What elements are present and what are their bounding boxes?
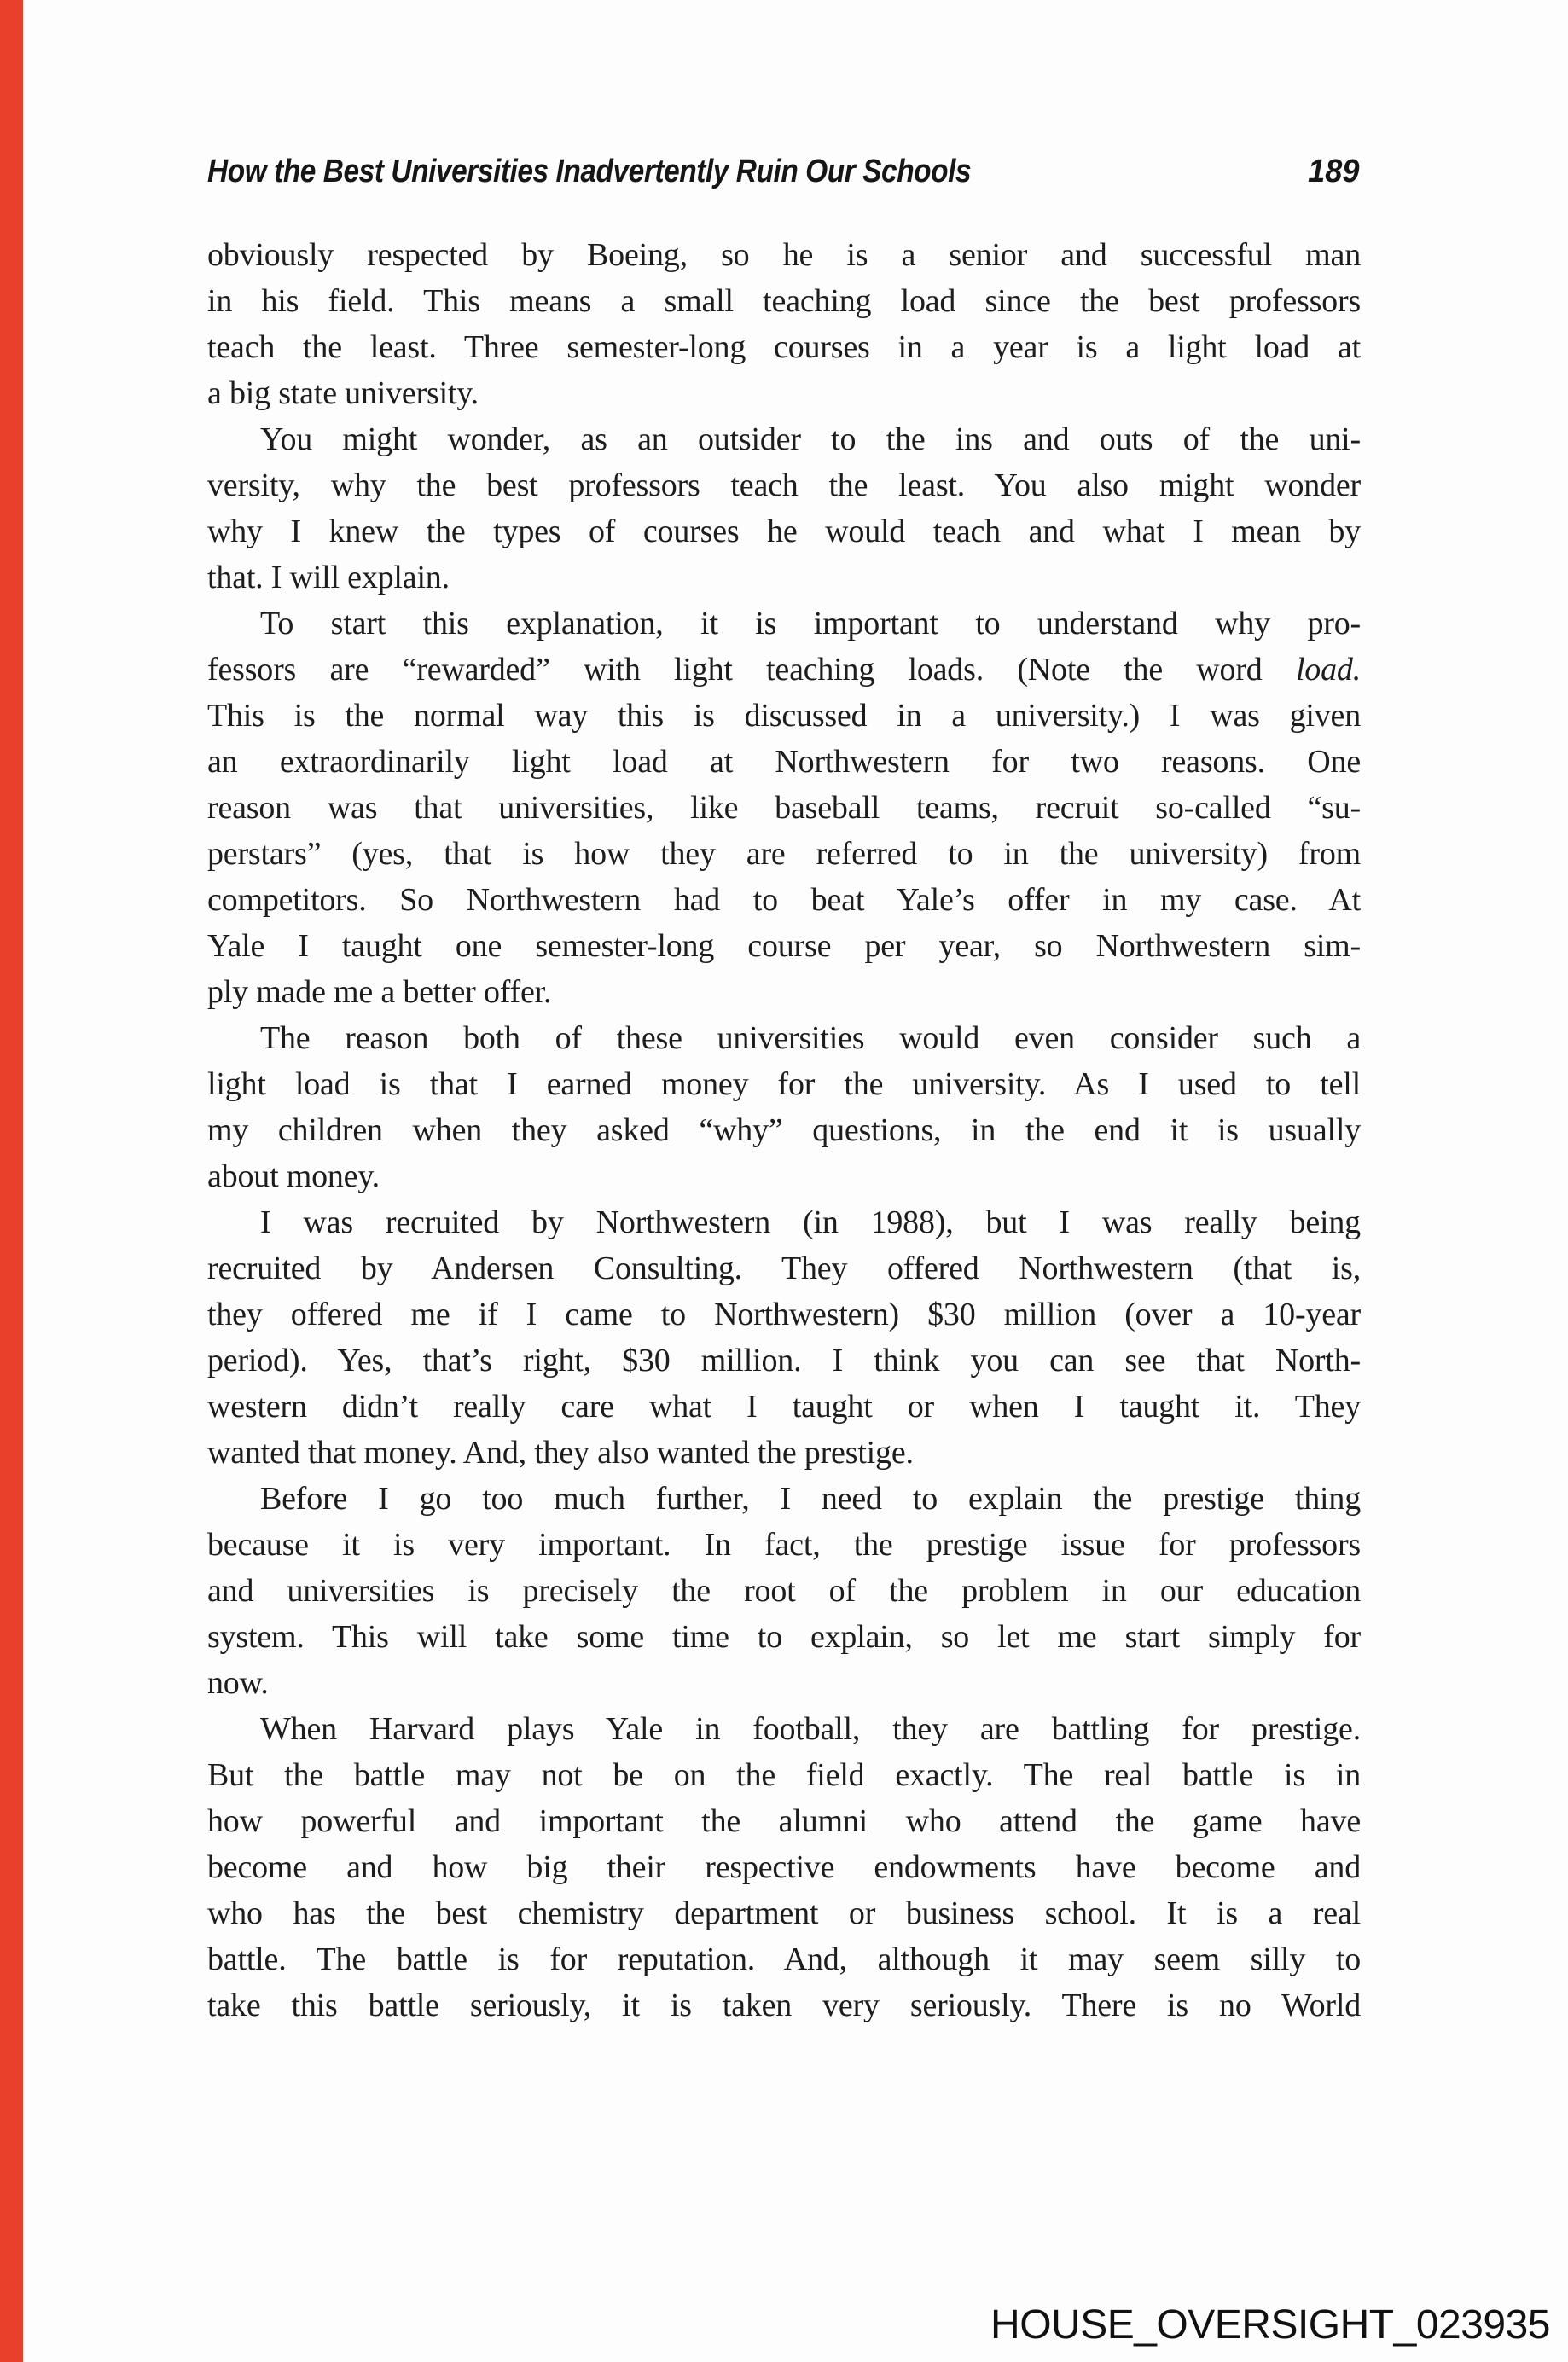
paragraph [207,1015,1361,1199]
text-line: western didn’t really care what I taught or when I taught it. They [207,1389,1361,1425]
text-line: my children when they asked “why” questions, in the end it is usually [207,1112,1361,1148]
text-line: about money. [207,1158,380,1194]
text-line: why I knew the types of courses he would teach and what I mean by [207,514,1361,549]
text-line: competitors. So Northwestern had to beat Yale’s offer in my case. At [207,882,1361,918]
text-line: period). Yes, that’s right, $30 million. I think you can see that North- [207,1343,1361,1378]
text-line: light load is that I earned money for the university. As I used to tell [207,1066,1361,1102]
body-text [207,232,1361,2028]
text-line: Before I go too much further, I need to explain the prestige thing [260,1481,1361,1517]
text-line: an extraordinarily light load at Northwestern for two reasons. One [207,744,1361,780]
text-line: reason was that universities, like baseball teams, recruit so-called “su- [207,790,1361,826]
text-line: I was recruited by Northwestern (in 1988), but I was really being [260,1204,1361,1240]
paragraph [207,1199,1361,1476]
text-line: But the battle may not be on the field exactly. The real battle is in [207,1757,1361,1793]
text-line: wanted that money. And, they also wanted the prestige. [207,1435,914,1471]
paragraph [207,232,1361,416]
text-line: system. This will take some time to explain, so let me start simply for [207,1619,1361,1655]
paragraph [207,416,1361,601]
text-line: how powerful and important the alumni who attend the game have [207,1803,1361,1839]
text-line: To start this explanation, it is important to understand why pro- [260,606,1361,641]
text-line: and universities is precisely the root of the problem in our education [207,1573,1361,1609]
text-line: This is the normal way this is discussed in a university.) I was given [207,698,1361,734]
text-line: become and how big their respective endowments have become and [207,1849,1361,1885]
running-title: How the Best Universities Inadvertently Ruin Our Schools [207,154,972,189]
text-line: You might wonder, as an outsider to the ins and outs of the uni- [260,421,1361,457]
text-line: ply made me a better offer. [207,974,552,1010]
text-line: that. I will explain. [207,560,450,595]
paragraph [207,1706,1361,2028]
text-line: obviously respected by Boeing, so he is a senior and successful man [207,237,1361,273]
scan-edge-bar [0,0,23,2362]
text-line: take this battle seriously, it is taken very seriously. There is no World [207,1988,1361,2023]
text-line: battle. The battle is for reputation. And, although it may seem silly to [207,1941,1361,1977]
text-line: perstars” (yes, that is how they are referred to in the university) from [207,836,1361,872]
text-line: now. [207,1665,269,1701]
italic-text: load. [1295,652,1361,688]
text-segment: fessors are “rewarded” with light teaching loads. (Note the word [207,652,1296,688]
text-line: who has the best chemistry department or business school. It is a real [207,1895,1361,1931]
text-line: teach the least. Three semester-long courses in a year is a light load at [207,329,1361,365]
text-line: versity, why the best professors teach the least. You also might wonder [207,467,1361,503]
text-line: because it is very important. In fact, the prestige issue for professors [207,1527,1361,1563]
text-line: in his field. This means a small teaching load since the best professors [207,283,1361,319]
paragraph [207,1476,1361,1706]
paragraph [207,601,1361,1015]
text-line: Yale I taught one semester-long course per year, so Northwestern sim- [207,928,1361,964]
page-header [207,154,1359,190]
text-line: a big state university. [207,375,479,411]
text-line: The reason both of these universities would even consider such a [260,1020,1361,1056]
text-line: When Harvard plays Yale in football, they are battling for prestige. [260,1711,1361,1747]
text-line: recruited by Andersen Consulting. They offered Northwestern (that is, [207,1251,1361,1286]
text-line: they offered me if I came to Northwestern) $30 million (over a 10-year [207,1297,1361,1332]
watermark: HOUSE_OVERSIGHT_023935 [990,2302,1550,2347]
text-line [207,647,1361,693]
page-number: 189 [1307,154,1359,189]
